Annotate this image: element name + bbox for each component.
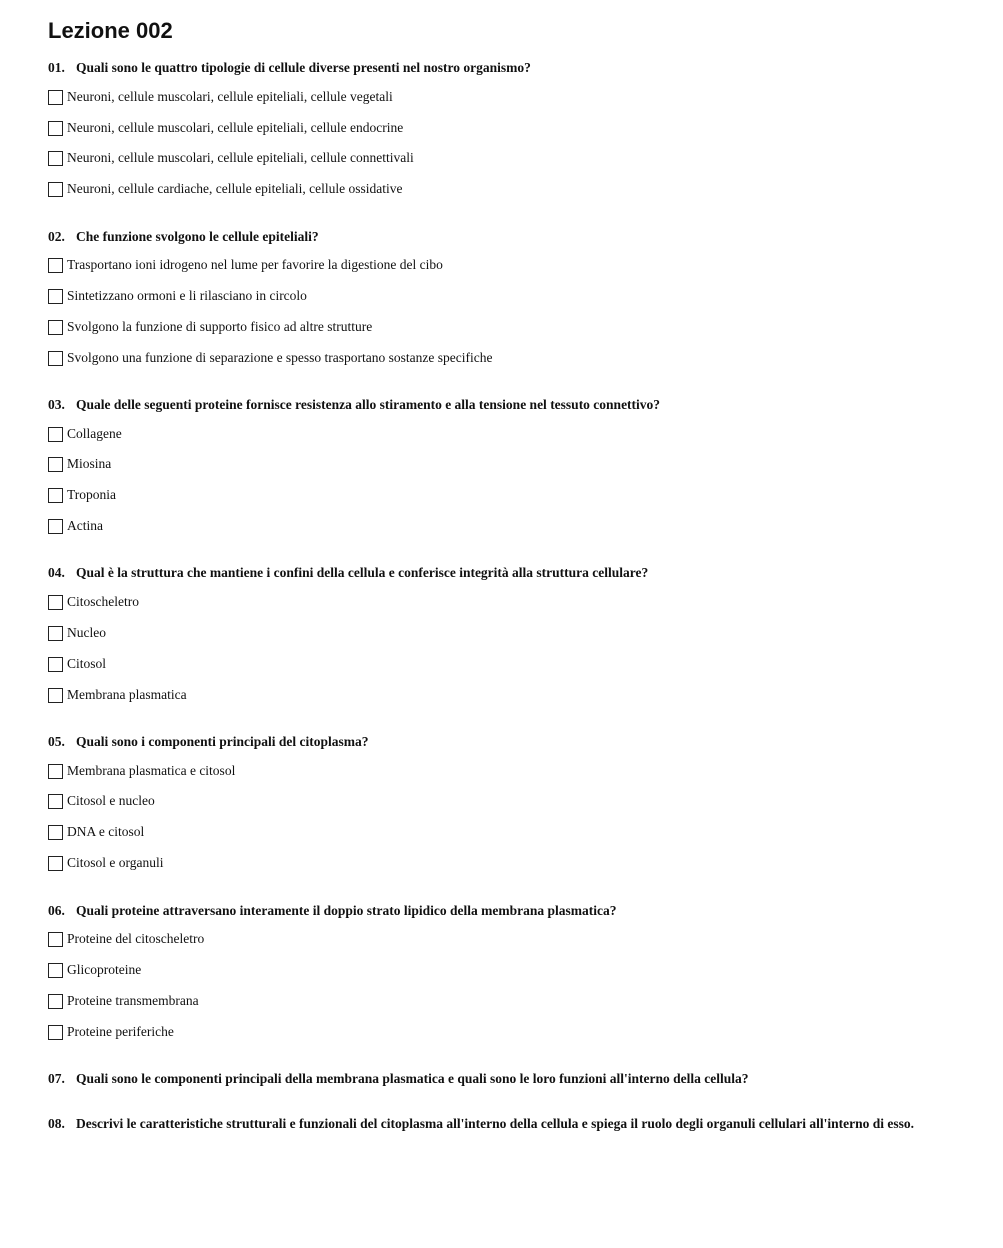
option-label: Miosina bbox=[67, 456, 112, 471]
checkbox[interactable] bbox=[48, 320, 63, 335]
question-number: 02. bbox=[48, 229, 65, 244]
checkbox[interactable] bbox=[48, 90, 63, 105]
option-05-b[interactable] bbox=[48, 792, 155, 810]
checkbox[interactable] bbox=[48, 856, 63, 871]
checkbox[interactable] bbox=[48, 457, 63, 472]
question-text: Quali sono i componenti principali del citoplasma? bbox=[76, 734, 369, 749]
checkbox[interactable] bbox=[48, 427, 63, 442]
question-text: Quali proteine attraversano interamente il doppio strato lipidico della membrana plasmatica? bbox=[76, 903, 617, 918]
option-04-c[interactable] bbox=[48, 655, 106, 673]
option-06-c[interactable] bbox=[48, 992, 199, 1010]
option-label: Membrana plasmatica e citosol bbox=[67, 763, 236, 778]
checkbox[interactable] bbox=[48, 488, 63, 503]
option-02-a[interactable] bbox=[48, 256, 443, 274]
option-label: Proteine periferiche bbox=[67, 1024, 174, 1039]
option-03-a[interactable] bbox=[48, 425, 122, 443]
option-04-d[interactable] bbox=[48, 686, 187, 704]
page-title: Lezione 002 bbox=[48, 18, 173, 43]
checkbox[interactable] bbox=[48, 351, 63, 366]
question-text: Descrivi le caratteristiche strutturali e funzionali del citoplasma all'interno della cellula e spiega il ruolo degli organuli cellulari all'interno di esso. bbox=[76, 1116, 915, 1131]
option-label: Neuroni, cellule muscolari, cellule epiteliali, cellule endocrine bbox=[67, 120, 404, 135]
option-06-b[interactable] bbox=[48, 961, 141, 979]
question-06 bbox=[48, 903, 616, 919]
option-03-c[interactable] bbox=[48, 486, 116, 504]
checkbox[interactable] bbox=[48, 688, 63, 703]
checkbox[interactable] bbox=[48, 258, 63, 273]
checkbox[interactable] bbox=[48, 289, 63, 304]
option-label: Nucleo bbox=[67, 625, 106, 640]
option-03-b[interactable] bbox=[48, 455, 111, 473]
option-02-d[interactable] bbox=[48, 349, 493, 367]
option-label: Neuroni, cellule muscolari, cellule epiteliali, cellule connettivali bbox=[67, 150, 414, 165]
checkbox[interactable] bbox=[48, 1025, 63, 1040]
option-02-c[interactable] bbox=[48, 318, 372, 336]
question-number: 08. bbox=[48, 1116, 65, 1131]
option-label: DNA e citosol bbox=[67, 824, 145, 839]
question-text: Che funzione svolgono le cellule epiteliali? bbox=[76, 229, 319, 244]
option-label: Proteine transmembrana bbox=[67, 993, 199, 1008]
option-05-d[interactable] bbox=[48, 854, 164, 872]
option-04-b[interactable] bbox=[48, 624, 106, 642]
option-label: Proteine del citoscheletro bbox=[67, 931, 205, 946]
question-number: 06. bbox=[48, 903, 65, 918]
option-label: Svolgono la funzione di supporto fisico ad altre strutture bbox=[67, 319, 373, 334]
checkbox[interactable] bbox=[48, 994, 63, 1009]
question-text: Quali sono le quattro tipologie di cellule diverse presenti nel nostro organismo? bbox=[76, 60, 531, 75]
option-label: Citosol e nucleo bbox=[67, 793, 155, 808]
option-label: Citosol e organuli bbox=[67, 855, 164, 870]
question-text: Quali sono le componenti principali della membrana plasmatica e quali sono le loro funzioni all'interno della cellula? bbox=[76, 1071, 749, 1086]
question-number: 05. bbox=[48, 734, 65, 749]
checkbox[interactable] bbox=[48, 963, 63, 978]
option-06-a[interactable] bbox=[48, 930, 204, 948]
option-04-a[interactable] bbox=[48, 593, 139, 611]
question-number: 03. bbox=[48, 397, 65, 412]
question-text: Quale delle seguenti proteine fornisce resistenza allo stiramento e alla tensione nel tessuto connettivo? bbox=[76, 397, 661, 412]
checkbox[interactable] bbox=[48, 764, 63, 779]
question-02 bbox=[48, 229, 319, 245]
checkbox[interactable] bbox=[48, 519, 63, 534]
checkbox[interactable] bbox=[48, 794, 63, 809]
option-label: Svolgono una funzione di separazione e spesso trasportano sostanze specifiche bbox=[67, 350, 493, 365]
question-08 bbox=[48, 1116, 914, 1132]
option-05-c[interactable] bbox=[48, 823, 144, 841]
question-07 bbox=[48, 1071, 749, 1087]
option-05-a[interactable] bbox=[48, 762, 235, 780]
option-label: Collagene bbox=[67, 426, 122, 441]
question-number: 04. bbox=[48, 565, 65, 580]
option-label: Citoscheletro bbox=[67, 594, 139, 609]
checkbox[interactable] bbox=[48, 626, 63, 641]
option-03-d[interactable] bbox=[48, 517, 103, 535]
option-label: Citosol bbox=[67, 656, 107, 671]
option-label: Troponia bbox=[67, 487, 117, 502]
option-label: Sintetizzano ormoni e li rilasciano in circolo bbox=[67, 288, 307, 303]
option-label: Glicoproteine bbox=[67, 962, 142, 977]
question-number: 01. bbox=[48, 60, 65, 75]
option-02-b[interactable] bbox=[48, 287, 307, 305]
checkbox[interactable] bbox=[48, 121, 63, 136]
question-01 bbox=[48, 60, 531, 76]
question-number: 07. bbox=[48, 1071, 65, 1086]
question-text: Qual è la struttura che mantiene i confini della cellula e conferisce integrità alla struttura cellulare? bbox=[76, 565, 649, 580]
question-05 bbox=[48, 734, 369, 750]
option-01-b[interactable] bbox=[48, 119, 403, 137]
checkbox[interactable] bbox=[48, 657, 63, 672]
option-01-c[interactable] bbox=[48, 149, 414, 167]
checkbox[interactable] bbox=[48, 932, 63, 947]
checkbox[interactable] bbox=[48, 825, 63, 840]
option-label: Membrana plasmatica bbox=[67, 687, 187, 702]
option-label: Neuroni, cellule muscolari, cellule epiteliali, cellule vegetali bbox=[67, 89, 393, 104]
option-label: Trasportano ioni idrogeno nel lume per favorire la digestione del cibo bbox=[67, 257, 443, 272]
option-06-d[interactable] bbox=[48, 1023, 174, 1041]
question-04 bbox=[48, 565, 648, 581]
option-01-a[interactable] bbox=[48, 88, 393, 106]
question-03 bbox=[48, 397, 660, 413]
option-01-d[interactable] bbox=[48, 180, 402, 198]
option-label: Actina bbox=[67, 518, 103, 533]
option-label: Neuroni, cellule cardiache, cellule epiteliali, cellule ossidative bbox=[67, 181, 403, 196]
checkbox[interactable] bbox=[48, 151, 63, 166]
checkbox[interactable] bbox=[48, 595, 63, 610]
checkbox[interactable] bbox=[48, 182, 63, 197]
